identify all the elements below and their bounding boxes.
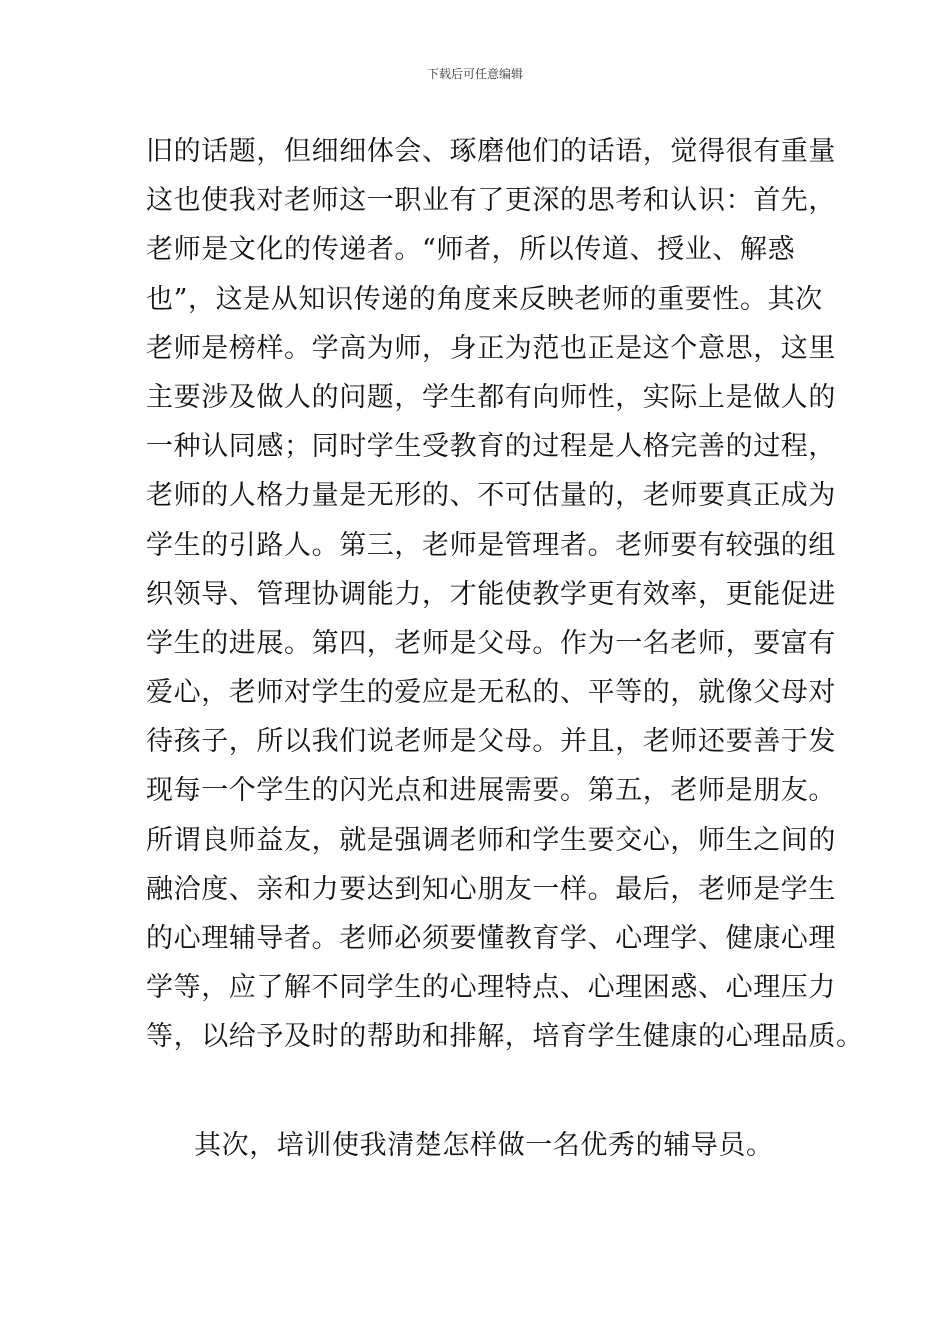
paragraph-line: 主要涉及做人的问题，学生都有向师性，实际上是做人的 — [146, 381, 836, 413]
paragraph-line: 爱心，老师对学生的爱应是无私的、平等的，就像父母对 — [146, 677, 836, 709]
paragraph-line: 融洽度、亲和力要达到知心朋友一样。最后，老师是学生 — [146, 873, 836, 905]
paragraph-line: 等，以给予及时的帮助和排解，培育学生健康的心理品质。 — [146, 1021, 864, 1053]
paragraph-line: 织领导、管理协调能力，才能使教学更有效率，更能促进 — [146, 578, 836, 610]
paragraph-line: 旧的话题，但细细体会、琢磨他们的话语，觉得很有重量 — [146, 136, 836, 167]
paragraph-line: 老师是榜样。学高为师，身正为范也正是这个意思，这里 — [146, 332, 836, 364]
paragraph-line: 也”，这是从知识传递的角度来反映老师的重要性。其次 — [146, 283, 823, 315]
paragraph-line: 老师是文化的传递者。“师者，所以传道、授业、解惑 — [146, 234, 796, 266]
paragraph-line: 一种认同感；同时学生受教育的过程是人格完善的过程， — [146, 431, 836, 463]
paragraph-line: 这也使我对老师这一职业有了更深的思考和认识：首先， — [146, 185, 836, 217]
paragraph-line: 待孩子，所以我们说老师是父母。并且，老师还要善于发 — [146, 726, 836, 758]
page-header: 下载后可任意编辑 — [426, 67, 523, 81]
closing-paragraph: 其次，培训使我清楚怎样做一名优秀的辅导员。 — [194, 1130, 774, 1161]
paragraph-line: 所谓良师益友，就是强调老师和学生要交心，师生之间的 — [146, 824, 836, 856]
paragraph-line: 学生的引路人。第三，老师是管理者。老师要有较强的组 — [146, 529, 836, 561]
paragraph-line: 学生的进展。第四，老师是父母。作为一名老师，要富有 — [146, 627, 836, 659]
paragraph-line: 现每一个学生的闪光点和进展需要。第五，老师是朋友。 — [146, 775, 836, 807]
body-paragraph — [146, 127, 864, 1062]
paragraph-line: 学等，应了解不同学生的心理特点、心理困惑、心理压力 — [146, 972, 836, 1004]
paragraph-line: 老师的人格力量是无形的、不可估量的，老师要真正成为 — [146, 480, 836, 512]
paragraph-line: 的心理辅导者。老师必须要懂教育学、心理学、健康心理 — [146, 923, 836, 954]
